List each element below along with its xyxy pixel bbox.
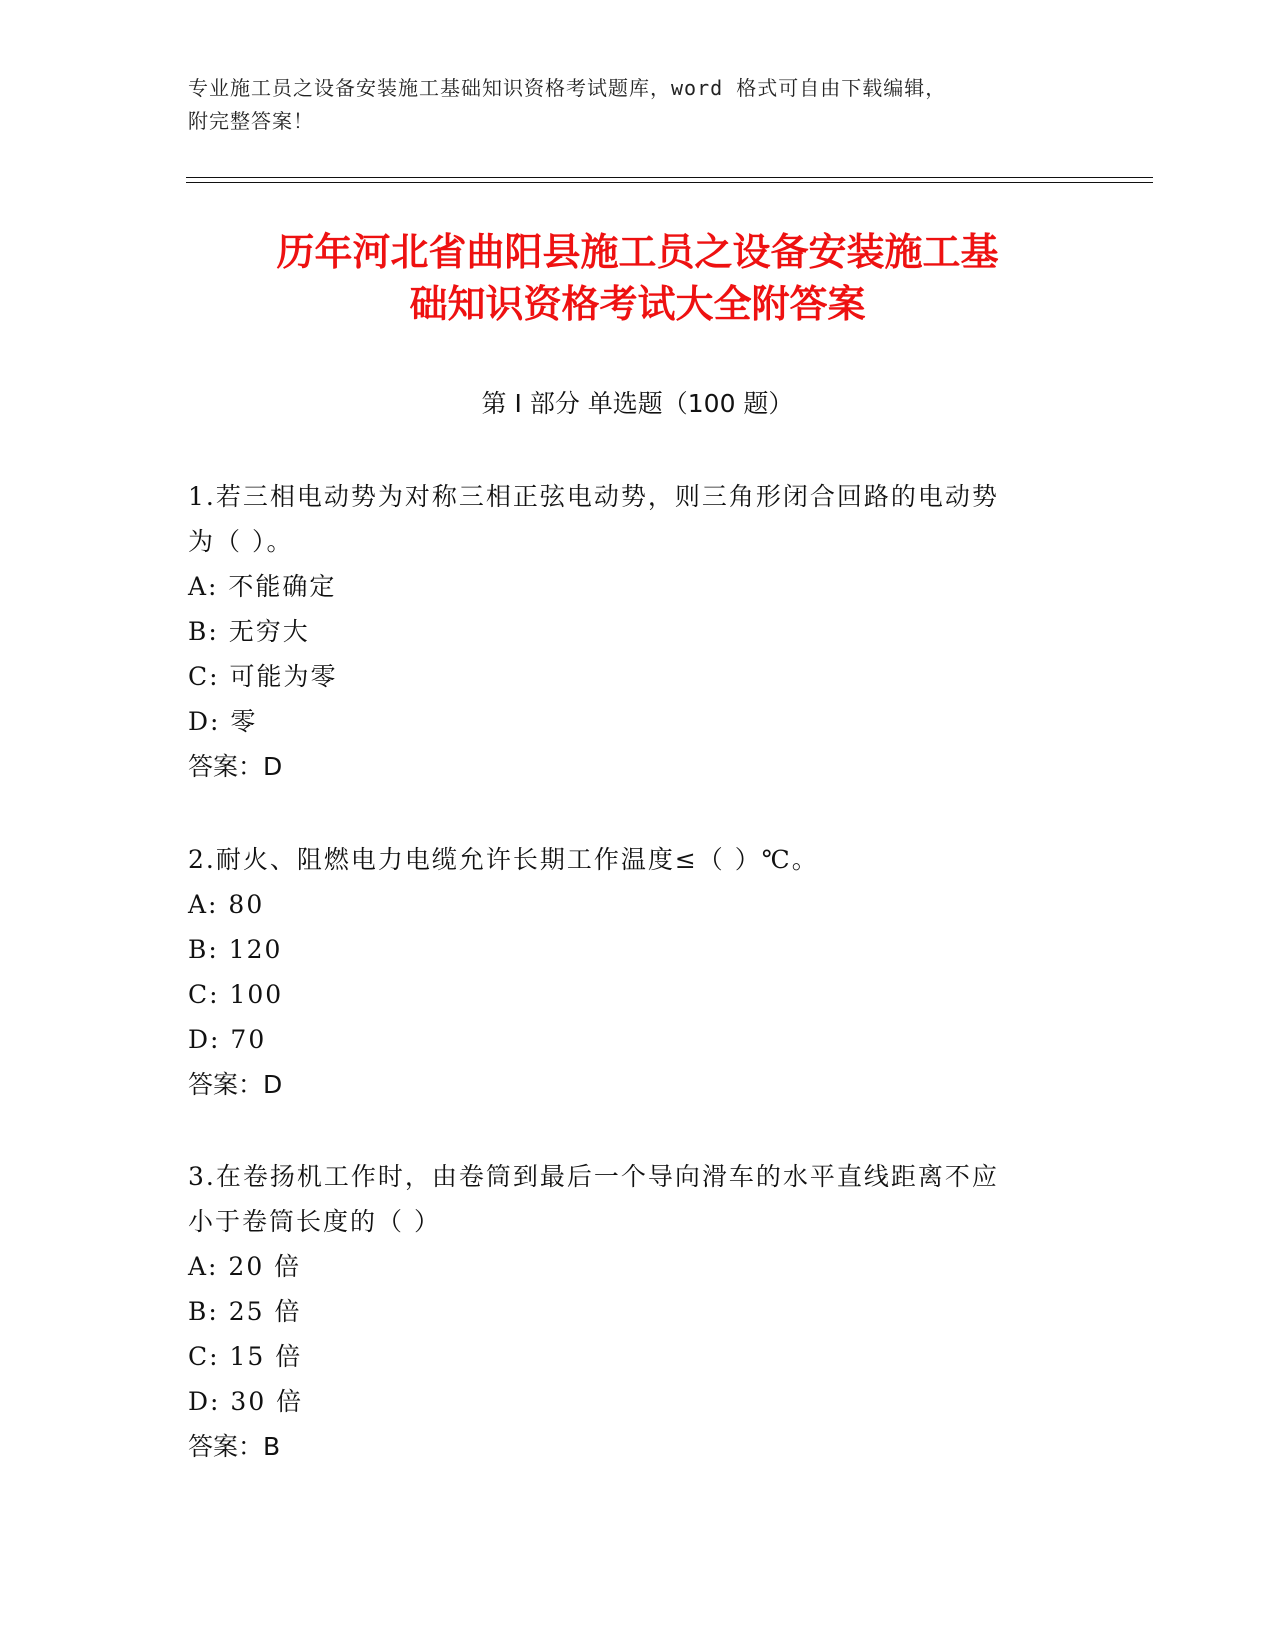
document-title-line-1: 历年河北省曲阳县施工员之设备安装施工基: [276, 230, 999, 274]
answer: 答案：D: [188, 1070, 283, 1099]
question-stem-line-1: 3.在卷扬机工作时，由卷筒到最后一个导向滑车的水平直线距离不应: [188, 1162, 999, 1191]
header-note-line-1: 专业施工员之设备安装施工基础知识资格考试题库，word 格式可自由下载编辑，: [188, 76, 947, 100]
question-stem-line-1: 1.若三相电动势为对称三相正弦电动势，则三角形闭合回路的电动势: [188, 482, 999, 511]
question-2: [188, 837, 1068, 1107]
question-3: [188, 1154, 1068, 1469]
document-title-line-2: 础知识资格考试大全附答案: [409, 282, 866, 326]
option-d: D: 零: [188, 707, 258, 736]
option-c: C: 100: [188, 980, 284, 1009]
question-stem-line-2: 为（ ）。: [188, 527, 294, 556]
document-title: [150, 226, 1125, 330]
option-b: B: 120: [188, 935, 283, 964]
option-d: D: 70: [188, 1025, 267, 1054]
answer: 答案：D: [188, 752, 283, 781]
header-note: [188, 72, 1088, 138]
option-a: A: 80: [188, 890, 265, 919]
option-a: A: 20 倍: [188, 1252, 302, 1281]
question-1: [188, 474, 1068, 789]
header-rule-bottom: [186, 182, 1153, 183]
option-b: B: 25 倍: [188, 1297, 302, 1326]
answer: 答案：B: [188, 1432, 281, 1461]
option-c: C: 15 倍: [188, 1342, 303, 1371]
question-stem-line-1: 2.耐火、阻燃电力电缆允许长期工作温度≤（ ）℃。: [188, 845, 819, 874]
option-c: C: 可能为零: [188, 662, 338, 691]
option-a: A: 不能确定: [188, 572, 337, 601]
header-note-line-2: 附完整答案！: [188, 109, 314, 133]
header-rule-top: [186, 177, 1153, 178]
section-heading: 第 I 部分 单选题（100 题）: [481, 389, 794, 418]
option-d: D: 30 倍: [188, 1387, 304, 1416]
option-b: B: 无穷大: [188, 617, 310, 646]
question-stem-line-2: 小于卷筒长度的（ ）: [188, 1207, 441, 1236]
